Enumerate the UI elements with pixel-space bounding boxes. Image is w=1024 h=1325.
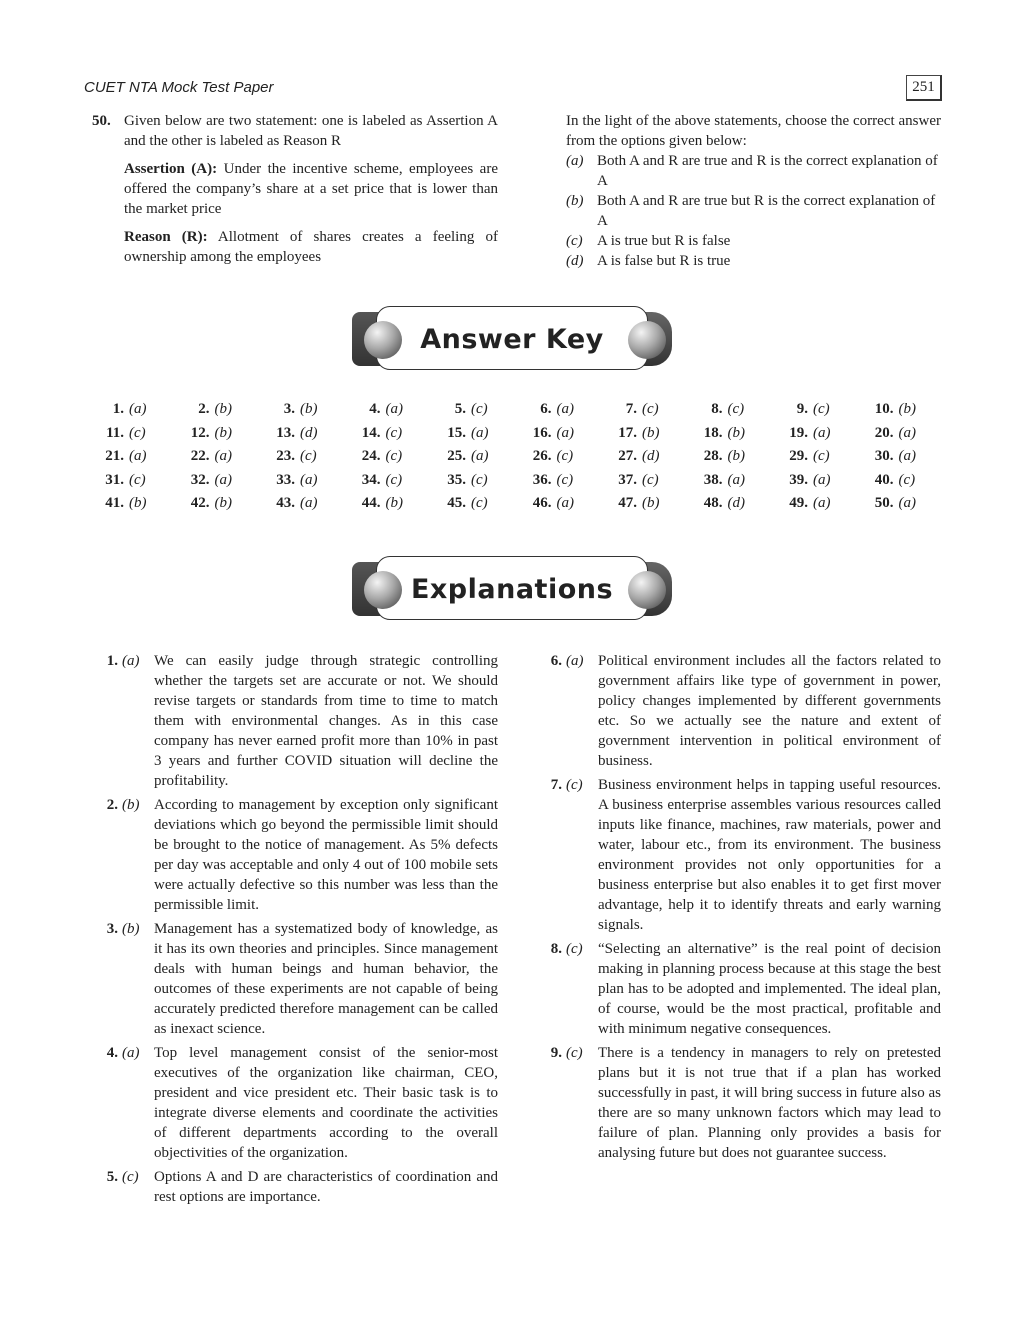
option-label: (b) xyxy=(566,193,584,209)
answer-key-item xyxy=(255,398,341,422)
answer-option: (a) xyxy=(813,495,831,511)
explanation-answer: (c) xyxy=(566,777,583,793)
answer-option: (b) xyxy=(214,495,232,511)
answer-key-item xyxy=(84,422,170,446)
answer-option: (c) xyxy=(385,424,403,441)
answer-key-item xyxy=(768,492,854,516)
answer-key-item xyxy=(255,445,341,469)
answer-key-title: Answer Key xyxy=(420,323,604,355)
answer-number: 41. xyxy=(105,495,124,511)
explanations-right-column xyxy=(540,651,941,1167)
answer-option: (c) xyxy=(471,401,488,417)
answer-option: (c) xyxy=(813,448,830,464)
answer-option: (c) xyxy=(727,401,745,417)
answer-option: (a) xyxy=(300,495,318,511)
explanation-answer: (a) xyxy=(122,653,140,669)
answer-option: (c) xyxy=(385,448,403,464)
answer-key-item xyxy=(768,469,854,493)
question-number: 50. xyxy=(92,113,111,129)
answer-number: 36. xyxy=(532,471,552,488)
explanation-number: 1. xyxy=(106,653,118,669)
answer-key-item xyxy=(341,469,427,493)
answer-number: 39. xyxy=(789,471,808,488)
answer-key-item xyxy=(683,492,769,516)
answer-key-item xyxy=(597,445,683,469)
explanations-left-column xyxy=(96,651,498,1211)
answer-option: (a) xyxy=(129,401,147,417)
explanation-text: Top level management consist of the senior-most executives of the organization like chairman, CEO, president and vice president etc. Their basic task is to integrate diverse elements and coordinate the activities of different departments according to the overall objectivities of the organization. xyxy=(154,1045,498,1161)
answer-option: (b) xyxy=(300,401,318,417)
option-item xyxy=(566,251,941,271)
answer-option: (a) xyxy=(727,471,745,488)
answer-number: 31. xyxy=(105,471,124,488)
explanation-answer: (b) xyxy=(122,797,140,813)
answer-number: 37. xyxy=(618,471,637,488)
answer-number: 49. xyxy=(789,495,808,511)
answer-key-item xyxy=(341,422,427,446)
answer-number: 23. xyxy=(276,448,295,464)
answer-key-item xyxy=(597,469,683,493)
answer-key-item xyxy=(768,422,854,446)
explanation-answer: (a) xyxy=(566,653,584,669)
assertion-label: Assertion (A): xyxy=(124,161,218,177)
answer-number: 43. xyxy=(276,495,295,511)
answer-number: 2. xyxy=(198,401,210,417)
answer-option: (b) xyxy=(642,495,660,511)
explanation-item xyxy=(96,1167,498,1207)
explanation-text: Management has a systematized body of knowledge, as it has its own theories and principles. Since management deals with human beings and human behavior, the outcomes of these experiments are not capable of being accurately predicted therefore management can be called as inexact science. xyxy=(154,921,498,1037)
explanation-number: 2. xyxy=(106,797,118,813)
answer-key-item xyxy=(84,469,170,493)
explanation-text: “Selecting an alternative” is the real point of decision making in planning process because at this stage the best plan has to be adopted and implemented. The ideal plan, of course, would be the most practical, profitable and with minimum negative consequences. xyxy=(598,941,941,1037)
answer-number: 38. xyxy=(703,471,723,488)
option-item xyxy=(566,151,941,191)
answer-key-item xyxy=(854,469,940,493)
answer-number: 40. xyxy=(874,471,894,488)
explanation-item xyxy=(540,775,941,935)
answer-number: 21. xyxy=(105,448,124,464)
option-text: Both A and R are true and R is the correct explanation of A xyxy=(597,153,938,189)
answer-number: 12. xyxy=(190,424,210,441)
answer-key-item xyxy=(512,445,598,469)
page-number: 251 xyxy=(906,75,942,101)
answer-option: (c) xyxy=(129,471,146,488)
explanation-number: 6. xyxy=(550,653,562,669)
explanations-banner xyxy=(352,554,672,624)
answer-number: 45. xyxy=(447,495,466,511)
answer-key-item xyxy=(683,469,769,493)
answer-option: (c) xyxy=(556,471,574,488)
answer-number: 9. xyxy=(796,401,808,417)
answer-number: 35. xyxy=(447,471,466,488)
options-list xyxy=(566,151,941,271)
explanation-item xyxy=(540,651,941,771)
answer-key-item xyxy=(255,492,341,516)
answer-number: 30. xyxy=(874,448,894,464)
explanation-answer: (c) xyxy=(566,941,583,957)
answer-option: (d) xyxy=(642,448,660,464)
answer-key-item xyxy=(426,492,512,516)
explanation-answer: (a) xyxy=(122,1045,140,1061)
sphere-icon xyxy=(628,321,666,359)
reason-label: Reason (R): xyxy=(124,229,208,245)
answer-option: (b) xyxy=(129,495,147,511)
sphere-icon xyxy=(364,571,402,609)
explanation-number: 8. xyxy=(550,941,562,957)
answer-number: 26. xyxy=(532,448,552,464)
answer-option: (d) xyxy=(727,495,745,511)
answer-number: 48. xyxy=(703,495,723,511)
answer-key-item xyxy=(854,492,940,516)
explanation-item xyxy=(96,1043,498,1163)
answer-number: 42. xyxy=(190,495,210,511)
answer-key-item xyxy=(84,492,170,516)
answer-option: (a) xyxy=(129,448,147,464)
answer-number: 44. xyxy=(361,495,381,511)
option-text: Both A and R are true but R is the correct explanation of A xyxy=(597,193,936,229)
answer-key-item xyxy=(597,398,683,422)
answer-number: 33. xyxy=(276,471,295,488)
option-text: A is true but R is false xyxy=(597,233,731,249)
answer-option: (b) xyxy=(214,401,232,417)
answer-number: 29. xyxy=(789,448,808,464)
answer-number: 5. xyxy=(454,401,466,417)
answer-option: (c) xyxy=(642,471,659,488)
answer-option: (c) xyxy=(813,401,830,417)
answer-option: (a) xyxy=(300,471,318,488)
assertion-text: Under the incentive scheme, employees are offered the company’s share at a set price that is lower than the market price xyxy=(124,161,498,217)
answer-option: (a) xyxy=(813,424,831,441)
answer-key-item xyxy=(854,398,940,422)
answer-key-item xyxy=(84,398,170,422)
answer-option: (c) xyxy=(129,424,146,441)
assertion xyxy=(124,159,498,219)
sphere-icon xyxy=(364,321,402,359)
sphere-icon xyxy=(628,571,666,609)
answer-key-item xyxy=(426,445,512,469)
option-text: A is false but R is true xyxy=(597,253,731,269)
answer-key-item xyxy=(255,422,341,446)
option-label: (d) xyxy=(566,253,584,269)
answer-key-item xyxy=(255,469,341,493)
answer-key-item xyxy=(170,445,256,469)
explanation-answer: (c) xyxy=(566,1045,583,1061)
answer-number: 4. xyxy=(369,401,381,417)
explanation-item xyxy=(96,651,498,791)
answer-option: (a) xyxy=(898,495,916,511)
answer-option: (c) xyxy=(642,401,659,417)
answer-key-item xyxy=(170,469,256,493)
answer-key-item xyxy=(683,445,769,469)
option-label: (c) xyxy=(566,233,583,249)
answer-key-item xyxy=(768,445,854,469)
answer-key-item xyxy=(426,422,512,446)
answer-option: (b) xyxy=(214,424,232,441)
answer-option: (a) xyxy=(471,424,489,441)
answer-option: (c) xyxy=(385,471,403,488)
answer-key-item xyxy=(512,398,598,422)
answer-option: (a) xyxy=(898,448,916,464)
explanation-number: 3. xyxy=(106,921,118,937)
answer-number: 1. xyxy=(112,401,124,417)
answer-number: 17. xyxy=(618,424,637,441)
explanation-item xyxy=(540,1043,941,1163)
option-item xyxy=(566,231,941,251)
explanation-item xyxy=(96,919,498,1039)
explanation-answer: (b) xyxy=(122,921,140,937)
question-50 xyxy=(92,111,498,267)
answer-option: (c) xyxy=(471,471,488,488)
explanation-text: According to management by exception only significant deviations which go beyond the permissible limit should be brought to the notice of management. As 5% defects per day was acceptable and only 4 out of 100 mobile sets were actually defective so this number was less than the permissible limit. xyxy=(154,797,498,913)
answer-option: (a) xyxy=(471,448,489,464)
answer-number: 13. xyxy=(276,424,295,441)
answer-number: 50. xyxy=(874,495,894,511)
explanation-text: Political environment includes all the factors related to government affairs like type of government in power, policy changes implemented by different governments etc. So we actually see the nature and extent of government intervention in political environment of business. xyxy=(598,653,941,769)
answer-key-item xyxy=(512,422,598,446)
answer-option: (b) xyxy=(385,495,403,511)
answer-option: (a) xyxy=(214,448,232,464)
answer-key-item xyxy=(512,492,598,516)
answer-option: (b) xyxy=(898,401,916,417)
answer-number: 28. xyxy=(703,448,723,464)
reason-text: Allotment of shares creates a feeling of ownership among the employees xyxy=(124,229,498,265)
answer-key-grid xyxy=(84,398,944,516)
explanation-answer: (c) xyxy=(122,1169,139,1185)
answer-key-item xyxy=(170,492,256,516)
explanation-text: We can easily judge through strategic controlling whether the targets set are accurate or not. We should revise targets or standards from time to time to match them with environmental changes. As in this case company has never earned profit more than 10% in past 3 years and further COVID situation will decline the profitability. xyxy=(154,653,498,789)
answer-option: (c) xyxy=(898,471,916,488)
answer-option: (c) xyxy=(556,448,574,464)
answer-key-item xyxy=(597,422,683,446)
answer-number: 6. xyxy=(540,401,552,417)
answer-number: 11. xyxy=(106,424,124,441)
answer-key-item xyxy=(683,422,769,446)
explanation-number: 4. xyxy=(106,1045,118,1061)
option-label: (a) xyxy=(566,153,584,169)
answer-key-item xyxy=(341,492,427,516)
explanation-number: 7. xyxy=(550,777,562,793)
answer-key-item xyxy=(170,398,256,422)
answer-key-item xyxy=(768,398,854,422)
explanations-title: Explanations xyxy=(410,573,614,605)
answer-key-item xyxy=(597,492,683,516)
answer-number: 34. xyxy=(361,471,381,488)
answer-number: 18. xyxy=(703,424,723,441)
answer-number: 8. xyxy=(711,401,723,417)
answer-option: (a) xyxy=(556,495,574,511)
answer-key-banner xyxy=(352,304,672,374)
explanation-number: 5. xyxy=(106,1169,118,1185)
answer-number: 27. xyxy=(618,448,637,464)
answer-key-item xyxy=(854,422,940,446)
answer-number: 15. xyxy=(447,424,466,441)
explanation-number: 9. xyxy=(550,1045,562,1061)
answer-key-item xyxy=(341,398,427,422)
answer-key-item xyxy=(512,469,598,493)
running-head: CUET NTA Mock Test Paper xyxy=(84,79,274,96)
answer-option: (b) xyxy=(727,448,745,464)
explanation-item xyxy=(540,939,941,1039)
answer-key-item xyxy=(426,469,512,493)
answer-number: 7. xyxy=(625,401,637,417)
answer-option: (b) xyxy=(727,424,745,441)
answer-number: 20. xyxy=(874,424,894,441)
answer-key-item xyxy=(683,398,769,422)
answer-option: (a) xyxy=(898,424,916,441)
answer-number: 25. xyxy=(447,448,466,464)
answer-key-item xyxy=(341,445,427,469)
answer-key-item xyxy=(426,398,512,422)
answer-number: 46. xyxy=(532,495,552,511)
answer-key-item xyxy=(84,445,170,469)
answer-number: 3. xyxy=(283,401,295,417)
answer-number: 19. xyxy=(789,424,808,441)
option-item xyxy=(566,191,941,231)
reason xyxy=(124,227,498,267)
explanation-text: Business environment helps in tapping useful resources. A business enterprise assembles various resources called inputs like finance, machines, raw materials, power and water, labour etc., from its environment. The business environment provides not only opportunities for a business enterprise but also enables it to get first mover advantage, help it to identify threats and early warning signals. xyxy=(598,777,941,933)
question-50-options xyxy=(566,111,941,271)
answer-number: 47. xyxy=(618,495,637,511)
answer-option: (c) xyxy=(300,448,317,464)
answer-option: (c) xyxy=(471,495,488,511)
question-intro: Given below are two statement: one is labeled as Assertion A and the other is labeled as Reason R xyxy=(124,113,498,149)
answer-option: (a) xyxy=(556,424,574,441)
answer-option: (d) xyxy=(300,424,318,441)
answer-number: 14. xyxy=(361,424,381,441)
explanation-item xyxy=(96,795,498,915)
answer-option: (a) xyxy=(556,401,574,417)
answer-number: 16. xyxy=(532,424,552,441)
explanation-text: There is a tendency in managers to rely on pretested plans but it is not true that if a plan has worked successfully in past, it will bring success in future also as there are so many unknown factors which may lead to failure of plan. Planning only provides a basis for analysing future but does not guarantee success. xyxy=(598,1045,941,1161)
answer-key-item xyxy=(854,445,940,469)
answer-number: 24. xyxy=(361,448,381,464)
question-instruction: In the light of the above statements, choose the correct answer from the options given below: xyxy=(566,113,941,149)
answer-option: (a) xyxy=(813,471,831,488)
answer-option: (a) xyxy=(214,471,232,488)
answer-number: 32. xyxy=(190,471,210,488)
answer-number: 22. xyxy=(190,448,210,464)
explanation-text: Options A and D are characteristics of coordination and rest options are importance. xyxy=(154,1169,498,1205)
answer-key-item xyxy=(170,422,256,446)
answer-number: 10. xyxy=(874,401,894,417)
answer-option: (b) xyxy=(642,424,660,441)
answer-option: (a) xyxy=(385,401,403,417)
